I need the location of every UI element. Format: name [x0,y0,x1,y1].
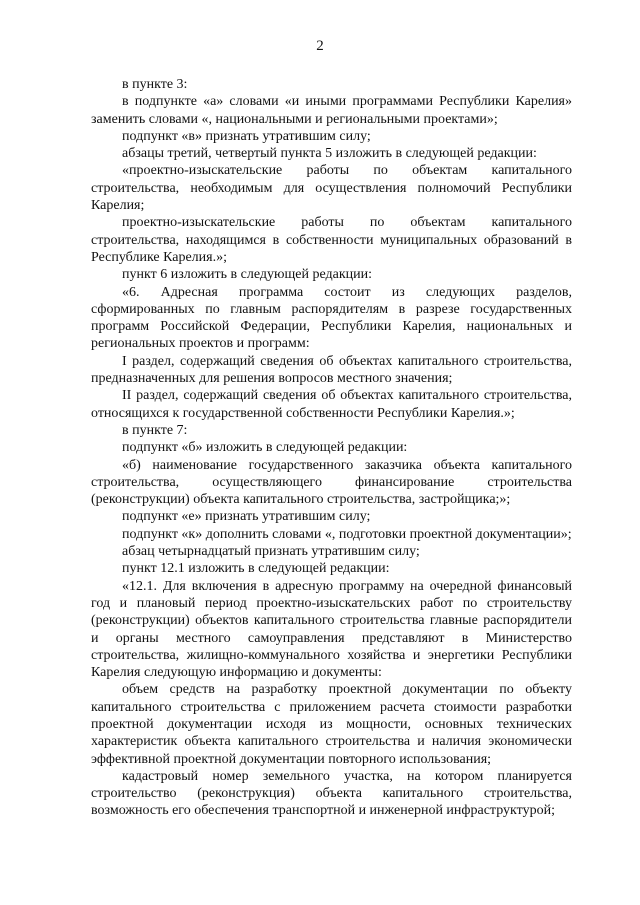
paragraph: объем средств на разработку проектной документации по объекту капитального строительства с приложением расчета стоимости разработки проектной документации исходя из мощности, основных технических характеристик объекта капитального строительства и наличия экономически эффективной проектной документации повторного использования; [91,682,572,767]
paragraph: I раздел, содержащий сведения об объектах капитального строительства, предназначенных для решения вопросов местного значения; [91,353,572,387]
paragraph: кадастровый номер земельного участка, на котором планируется строительство (реконструкция) объекта капитального строительства, возможность его обеспечения транспортной и инженерной инфраструктурой; [91,768,572,819]
page-number: 2 [316,38,324,54]
paragraph: «6. Адресная программа состоит из следующих разделов, сформированных по главным распорядителям в разрезе государственных программ Российской Федерации, Республики Карелия, национальных и региональных проектов и программ: [91,284,572,352]
paragraph: пункт 6 изложить в следующей редакции: [122,267,372,283]
paragraph: в подпункте «а» словами «и иными программами Республики Карелия» заменить словами «, национальными и региональными проектами»; [91,94,572,127]
paragraph: подпункт «к» дополнить словами «, подготовки проектной документации»; [122,526,572,542]
paragraph: в пункте 3: [122,77,188,92]
paragraph: «12.1. Для включения в адресную программу на очередной финансовый год и плановый период проектно-изыскательских работ по строительству (реконструкции) объектов капитального строительства главные распорядители и органы местного самоуправления представляют в Министерство строительства, жилищно-коммунального хозяйства и энергетики Республики Карелия следующую информацию и документы: [91,578,572,681]
paragraph: в пункте 7: [122,422,188,438]
paragraph: «проектно-изыскательские работы по объектам капитального строительства, необходимым для осуществления полномочий Республики Карелия; [91,163,572,214]
paragraph: подпункт «б» изложить в следующей редакции: [122,440,408,456]
paragraph: абзац четырнадцатый признать утратившим силу; [122,544,420,560]
paragraph: проектно-изыскательские работы по объектам капитального строительства, находящимся в собственности муниципальных образований в Республике Карелия.»; [91,215,572,265]
paragraph: подпункт «в» признать утратившим силу; [122,128,371,144]
paragraph: пункт 12.1 изложить в следующей редакции: [122,561,390,577]
paragraph: «б) наименование государственного заказчика объекта капитального строительства, осуществляющего финансирование строительства (реконструкции) объекта капитального строительства, застройщика;»; [91,457,572,508]
paragraph: абзацы третий, четвертый пункта 5 изложить в следующей редакции: [122,146,537,162]
paragraph: II раздел, содержащий сведения об объектах капитального строительства, относящихся к государственной собственности Республики Карелия.»; [91,388,572,421]
paragraph: подпункт «е» признать утратившим силу; [122,509,371,525]
document-body [91,76,572,820]
